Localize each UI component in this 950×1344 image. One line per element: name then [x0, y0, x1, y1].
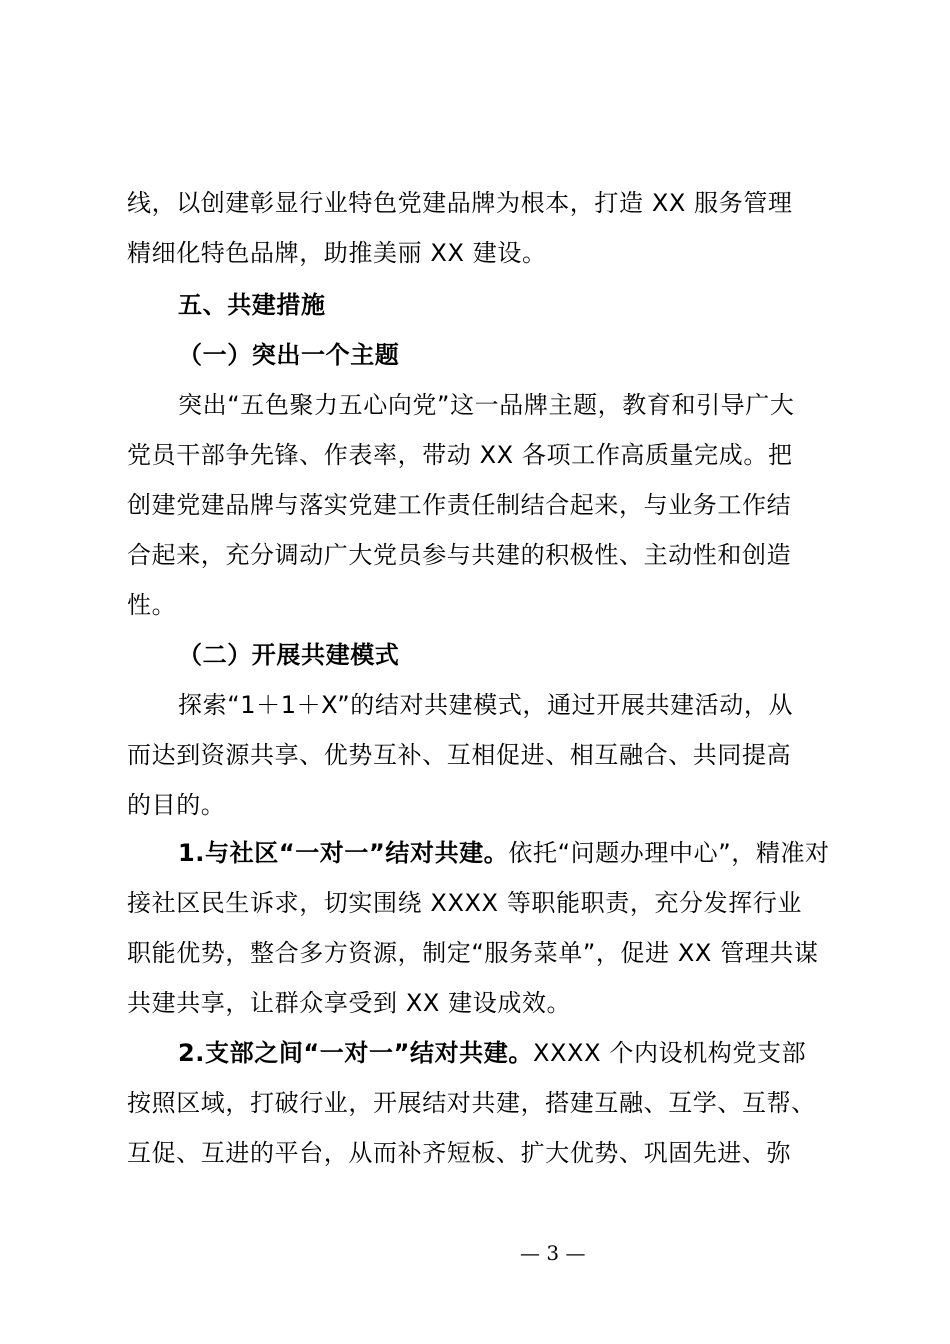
subsection2-line-1: 探索“1＋1＋X”的结对共建模式，通过开展共建活动，从 [178, 691, 794, 719]
page-number: — 3 — [520, 1241, 586, 1265]
subsection2-line-3: 的目的。 [127, 791, 226, 819]
item1-first-line-rest: 依托“问题办理中心”，精准对 [508, 839, 830, 867]
item1-line-4: 共建共享，让群众享受到 XX 建设成效。 [127, 989, 572, 1017]
item1-lead: 1.与社区“一对一”结对共建。 [178, 839, 509, 867]
item2-line-2: 按照区域，打破行业，开展结对共建，搭建互融、互学、互帮、 [127, 1089, 816, 1117]
subsection2-line-2: 而达到资源共享、优势互补、互相促进、相互融合、共同提高 [127, 741, 792, 769]
item2-first-line-rest: XXXX 个内设机构党支部 [532, 1039, 807, 1067]
subsection1-line-1: 突出“五色聚力五心向党”这一品牌主题，教育和引导广大 [178, 391, 795, 419]
subsection1-line-4: 合起来，充分调动广大党员参与共建的积极性、主动性和创造 [127, 541, 792, 569]
section-heading: 五、共建措施 [178, 291, 326, 319]
item2-line-3: 互促、互进的平台，从而补齐短板、扩大优势、巩固先进、弥 [127, 1139, 792, 1167]
item2-lead: 2.支部之间“一对一”结对共建。 [178, 1039, 533, 1067]
subsection1-line-2: 党员干部争先锋、作表率，带动 XX 各项工作高质量完成。把 [127, 441, 793, 469]
intro-line-1: 线，以创建彰显行业特色党建品牌为根本，打造 XX 服务管理 [127, 189, 793, 217]
item1-first-line [178, 838, 830, 868]
item1-line-3: 职能优势，整合多方资源，制定“服务菜单”，促进 XX 管理共谋 [127, 939, 819, 967]
subsection1-heading: （一）突出一个主题 [178, 341, 400, 369]
item1-line-2: 接社区民生诉求，切实围绕 XXXX 等职能职责，充分发挥行业 [127, 889, 803, 917]
subsection2-heading: （二）开展共建模式 [178, 641, 400, 669]
item2-first-line [178, 1038, 806, 1068]
subsection1-line-5: 性。 [127, 591, 177, 619]
intro-line-2: 精细化特色品牌，助推美丽 XX 建设。 [127, 239, 547, 267]
subsection1-line-3: 创建党建品牌与落实党建工作责任制结合起来，与业务工作结 [127, 491, 792, 519]
